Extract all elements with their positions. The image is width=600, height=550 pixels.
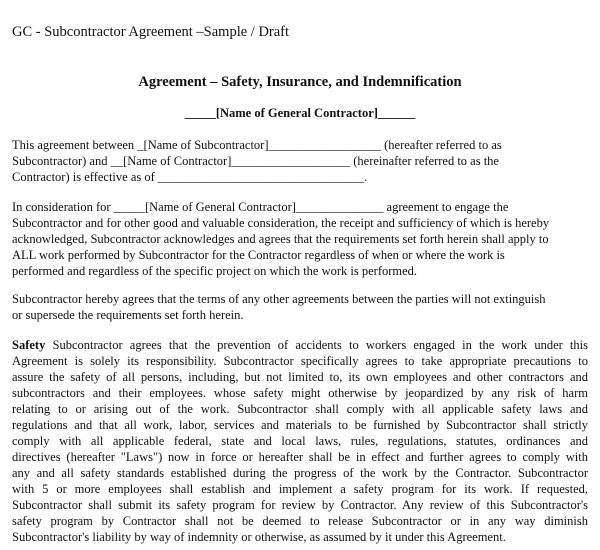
- paragraph-line: Subcontractor) and __[Name of Contractor]___________________ (hereinafter referred to as the: [12, 154, 499, 168]
- safety-heading: Safety: [12, 338, 46, 352]
- paragraph-consideration: [12, 199, 549, 279]
- document-header: GC - Subcontractor Agreement –Sample / Draft: [12, 24, 290, 40]
- paragraph-line: Subcontractor's liability by way of indemnity or otherwise, as assumed by it under this Agreement.: [12, 530, 506, 544]
- paragraph-parties: [12, 137, 502, 185]
- agreement-title: Agreement – Safety, Insurance, and Indemnification: [138, 74, 462, 90]
- paragraph-line: In consideration for _____[Name of General Contractor]______________ agreement to engage the: [12, 200, 509, 214]
- paragraph-line: Subcontractor and for other good and valuable consideration, the receipt and sufficiency of which is hereby: [12, 216, 550, 230]
- general-contractor-line: _____[Name of General Contractor]______: [184, 106, 416, 120]
- paragraph-line: ALL work performed by Subcontractor for the Contractor regardless of when or where the work is: [12, 248, 505, 262]
- paragraph-line: comply with all applicable federal, state and local laws, rules, regulations, statutes, ordinances and: [12, 434, 588, 448]
- paragraph-line: subcontractors and their employees. whose safety might otherwise by jeopardized by any risk of harm: [12, 386, 588, 400]
- paragraph-line: relating to or arising out of the work. Subcontractor shall comply with all applicable safety laws and: [12, 402, 588, 416]
- paragraph-line: Agreement is solely its responsibility. Subcontractor specifically agrees to take appropriate precautions to: [12, 354, 588, 368]
- paragraph-line: performed and regardless of the specific project on which the work is performed.: [12, 264, 418, 278]
- paragraph-line: [12, 337, 588, 353]
- paragraph-line: This agreement between _[Name of Subcontractor]__________________ (hereafter referred to as: [12, 138, 502, 152]
- paragraph-line: Contractor) is effective as of _________________________________.: [12, 170, 368, 184]
- paragraph-other-agreements: [12, 291, 546, 323]
- paragraph-line: or supersede the requirements set forth herein.: [12, 308, 244, 322]
- safety-first-line-text: Subcontractor agrees that the prevention of accidents to workers engaged in the work under this: [45, 338, 588, 352]
- paragraph-safety: [12, 337, 588, 545]
- paragraph-line: directives (hereafter "Laws") now in force or hereafter shall be in effect and further agrees to comply with: [12, 450, 588, 464]
- paragraph-line: Subcontractor shall submit its safety program for review by Contractor. Any review of this Subcontractor's: [12, 498, 588, 512]
- paragraph-line: with 5 or more employees shall establish and implement a safety program for its work. If requested,: [12, 482, 588, 496]
- paragraph-line: safety program by Contractor shall not be deemed to release Subcontractor or in any way diminish: [12, 514, 588, 528]
- paragraph-line: acknowledged, Subcontractor acknowledges and agrees that the requirements set forth herein shall apply to: [12, 232, 549, 246]
- paragraph-line: any and all safety standards established during the progress of the work by the Contractor. Subcontractor: [12, 466, 588, 480]
- paragraph-line: assure the safety of all persons, including, but not limited to, its own employees and other contractors and: [12, 370, 588, 384]
- paragraph-line: Subcontractor hereby agrees that the terms of any other agreements between the parties will not extinguish: [12, 292, 546, 306]
- paragraph-line: regulations and that all work, labor, services and materials to be furnished by Subcontractor shall strictly: [12, 418, 588, 432]
